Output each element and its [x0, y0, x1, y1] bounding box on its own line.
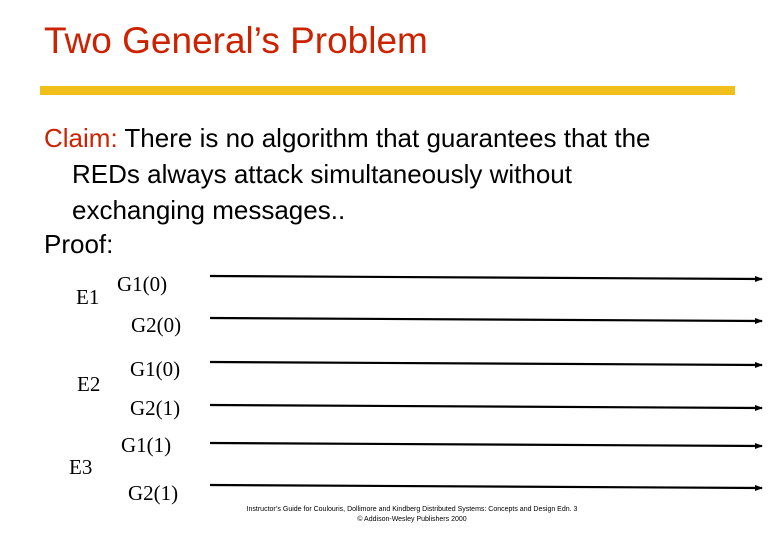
claim-line-3: exchanging messages..: [72, 195, 346, 225]
claim-line-2: REDs always attack simultaneously without: [72, 159, 572, 189]
execution-label-e1: E1: [76, 285, 100, 309]
timeline-arrow-row-6: [210, 485, 762, 488]
claim-text-1: There is no algorithm that guarantees that the: [117, 123, 651, 153]
general-label-row-5: G1(1): [121, 433, 172, 457]
proof-label: Proof:: [44, 229, 114, 259]
slide-title: Two General’s Problem: [44, 20, 428, 61]
timeline-arrow-row-5: [210, 443, 762, 446]
general-label-row-1: G1(0): [117, 272, 168, 296]
timeline-arrow-row-3: [210, 362, 762, 365]
claim-label: Claim:: [44, 123, 118, 153]
timeline-arrow-row-1: [210, 276, 762, 279]
timeline-arrow-row-4: [210, 405, 762, 408]
timeline-arrow-row-2: [210, 318, 762, 321]
footer-copyright-line: © Addison-Wesley Publishers 2000: [357, 516, 467, 523]
execution-label-e2: E2: [77, 372, 101, 396]
general-label-row-4: G2(1): [130, 396, 181, 420]
general-label-row-6: G2(1): [128, 481, 179, 505]
execution-label-e3: E3: [69, 455, 93, 479]
general-label-row-3: G1(0): [130, 357, 181, 381]
general-label-row-2: G2(0): [131, 313, 182, 337]
slide-footer: [212, 505, 612, 525]
footer-credit-line: Instructor’s Guide for Coulouris, Dollimore and Kindberg Distributed Systems: Concepts and Design Edn. 3: [246, 506, 578, 513]
